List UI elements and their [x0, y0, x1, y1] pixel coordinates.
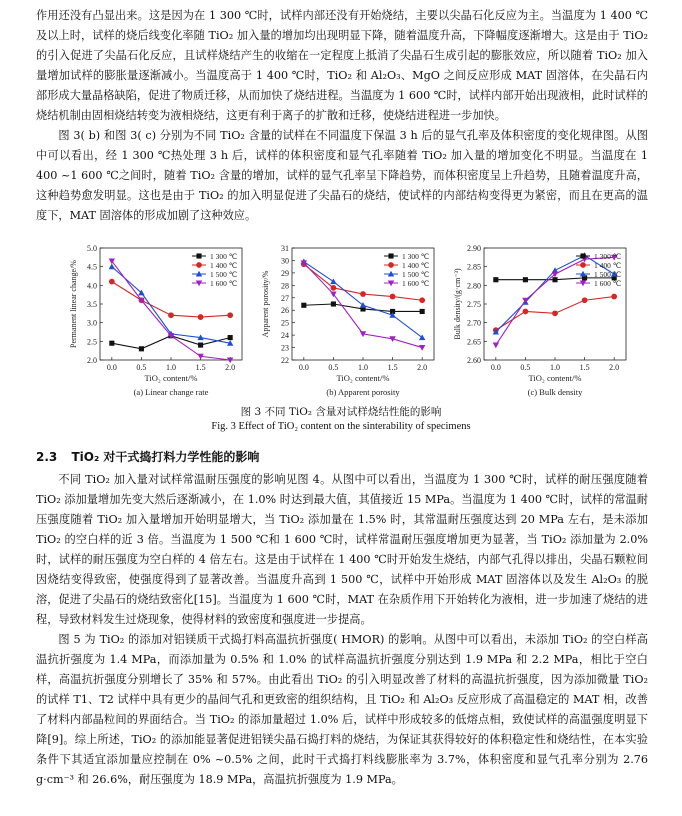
y-tick-label: 5.0 [87, 244, 97, 253]
data-point [301, 303, 306, 308]
data-point [109, 279, 115, 285]
x-tick-label: 1.5 [195, 363, 206, 372]
data-point [580, 262, 586, 268]
paragraph: 不同 TiO₂ 加入量对试样常温耐压强度的影响见图 4。从图中可以看出，当温度为 1 300 ℃时，试样的耐压强度随着 TiO₂ 添加量增加先变大然后逐渐减小，在 1.0% 时达到最大值，其值接近 15 MPa。当温度为 1 400 ℃时，试样的常温耐压强度随着 TiO₂ 加入量增加开始明显增大，当 TiO₂ 添加量在 1.5% 时，其常温耐压强度达到 20 MPa 左右，是未添加 TiO₂ 的空白样的近 3 倍。当温度为 1 500 ℃和 1 600 ℃时，试样常温耐压强度增加更为显著，当 TiO₂ 添加量为 2.0% 时，试样的耐压强度为空白样的 4 倍左右。这是由于试样在 1 400 ℃时开始发生烧结，内部气孔得以排出，尖晶石颗粒间因烧结变得致密，使强度得到了显著改善。当温度升高到 1 500 ℃，试样中开始形成 MAT 固溶体以及发生 Al₂O₃ 的脱溶，促进了尖晶石的烧结致密化[15]。当温度为 1 600 ℃时，MAT 在杂质作用下开始转化为液相，进一步加速了烧结的进程，导致材料发生过烧现象，使得材料的致密度和强度进一步提高。 [36, 473, 648, 626]
paragraph: 图 3( b) 和图 3( c) 分别为不同 TiO₂ 含量的试样在不同温度下保温 3 h 后的显气孔率及体积密度的变化规律图。从图中可以看出，经 1 300 ℃热处理 3 h 后，试样的体积密度和显气孔率随着 TiO₂ 加入量的增加变化不明显。当温度在 1 400 ~1 600 ℃之间时，随着 TiO₂ 含量的增加，试样的显气孔率呈下降趋势，而体积密度呈上升趋势，且随着温度升高，这种趋势愈发明显。这也是由于 TiO₂ 的加入明显促进了尖晶石的烧结，使试样的内部结构变得更为紧密，而且在更高的温度下，MAT 固溶体的形成加剧了这种效应。 [36, 129, 648, 222]
x-axis-label: TiO₂ content/% [144, 373, 198, 383]
legend-label: 1 400 ℃ [402, 261, 430, 270]
x-tick-label: 0.0 [106, 363, 117, 372]
chart-subcaption: (b) Apparent porosity [326, 387, 400, 397]
figure-3a [60, 240, 260, 400]
y-axis-label: Apparent porosity/% [261, 270, 270, 338]
x-tick-label: 0.0 [298, 363, 309, 372]
legend-label: 1 500 ℃ [594, 270, 622, 279]
data-point [168, 312, 174, 318]
legend-label: 1 400 ℃ [594, 261, 622, 270]
data-point [552, 277, 557, 282]
y-tick-label: 2.85 [467, 262, 481, 272]
x-tick-label: 0.5 [136, 363, 147, 372]
y-tick-label: 29 [281, 268, 289, 278]
chart-apparent-porosity [252, 240, 452, 400]
data-point [388, 253, 393, 258]
x-tick-label: 1.0 [166, 363, 176, 372]
data-point [523, 309, 529, 315]
y-axis-label: Permanent linear change/% [69, 260, 78, 348]
y-tick-label: 4.0 [87, 281, 97, 291]
x-axis-label: TiO₂ content/% [528, 373, 582, 383]
data-point [228, 335, 233, 340]
data-point [419, 345, 425, 351]
data-point [196, 253, 201, 258]
chart-linear-change [60, 240, 260, 400]
data-point [580, 253, 585, 258]
legend-label: 1 600 ℃ [402, 279, 430, 288]
data-point [388, 262, 394, 268]
legend-label: 1 500 ℃ [210, 270, 238, 279]
data-point [582, 297, 588, 303]
x-tick-label: 1.0 [550, 363, 560, 372]
legend-label: 1 600 ℃ [210, 279, 238, 288]
y-tick-label: 25 [281, 318, 289, 328]
x-tick-label: 0.5 [328, 363, 339, 372]
y-tick-label: 2.60 [467, 356, 481, 365]
data-point [419, 297, 425, 303]
y-tick-label: 30 [281, 256, 289, 266]
chart-bulk-density [444, 240, 644, 400]
legend-label: 1 400 ℃ [210, 261, 238, 270]
section-title: TiO₂ 对干式捣打料力学性能的影响 [71, 450, 260, 464]
y-tick-label: 23 [281, 343, 289, 353]
data-point [331, 285, 337, 291]
data-point [139, 346, 144, 351]
data-point [198, 343, 203, 348]
data-point [109, 341, 114, 346]
figure-3b [252, 240, 452, 400]
y-tick-label: 2.80 [467, 281, 481, 291]
y-tick-label: 27 [281, 293, 289, 303]
data-point [523, 277, 528, 282]
y-tick-label: 2.5 [87, 337, 97, 347]
x-tick-label: 2.0 [609, 363, 620, 372]
data-point [330, 278, 336, 284]
data-point [611, 294, 617, 300]
x-tick-label: 1.5 [579, 363, 590, 372]
y-tick-label: 3.5 [87, 300, 97, 309]
y-tick-label: 4.5 [87, 262, 97, 272]
figure-3c [444, 240, 644, 400]
y-tick-label: 31 [281, 244, 289, 253]
y-tick-label: 26 [281, 306, 289, 316]
y-tick-label: 2.0 [87, 356, 97, 365]
section-heading [36, 448, 259, 465]
data-point [522, 298, 528, 304]
legend-label: 1 500 ℃ [402, 270, 430, 279]
data-point [493, 343, 499, 349]
body-text-bottom [36, 470, 648, 790]
section-number: 2.3 [36, 450, 58, 464]
y-tick-label: 2.75 [467, 300, 481, 309]
x-tick-label: 2.0 [225, 363, 236, 372]
y-tick-label: 28 [281, 281, 289, 291]
x-tick-label: 0.5 [520, 363, 531, 372]
data-point [552, 310, 558, 316]
y-tick-label: 2.65 [467, 337, 481, 347]
y-tick-label: 2.90 [467, 244, 481, 253]
data-point [360, 291, 366, 297]
data-point [390, 294, 396, 300]
paragraph: 图 5 为 TiO₂ 的添加对铝镁质干式捣打料高温抗折强度( HMOR) 的影响。从图中可以看出，未添加 TiO₂ 的空白样高温抗折强度为 1.4 MPa，而添加量为 0.5% 和 1.0% 的试样高温抗折强度分别达到 1.9 MPa 和 2.2 MPa，相比于空白样，高温抗折强度分别增长了 35% 和 57%。由此看出 TiO₂ 的引入明显改善了材料的高温抗折强度，因为添加微量 TiO₂ 的试样 T1、T2 试样中具有更少的晶间气孔和更致密的组织结构，且 TiO₂ 和 Al₂O₃ 反应形成了高温稳定的 MAT 相，改善了材料内部晶粒间的界面结合。当 TiO₂ 的添加量超过 1.0% 后，试样中形成较多的低熔点相，致使试样的高温强度明显下降[9]。综上所述，TiO₂ 的添加能显著促进铝镁尖晶石捣打料的烧结，为保证其获得较好的体积稳定性和烧结性，在本实验条件下其适宜添加量应控制在 0% ~0.5% 之间，此时干式捣打料线膨胀率为 3.7%，体积密度和显气孔率分别为 2.76 g·cm⁻³ 和 26.6%，耐压强度为 18.9 MPa，高温抗折强度为 1.9 MPa。 [36, 633, 648, 786]
paragraph: 作用还没有凸显出来。这是因为在 1 300 ℃时，试样内部还没有开始烧结，主要以尖晶石化反应为主。当温度为 1 400 ℃及以上时，试样的烧后线变化率随 TiO₂ 加入量的增加均出现明显下降，随着温度升高，下降幅度逐渐增大。这是由于 TiO₂ 的引入促进了尖晶石化反应，且试样烧结产生的收缩在一定程度上抵消了尖晶石生成引起的膨胀效应，所以随着 TiO₂ 加入量增加试样的膨胀量逐渐减小。当温度高于 1 400 ℃时，TiO₂ 和 Al₂O₃、MgO 之间反应形成 MAT 固溶体，在尖晶石内部形成大量晶格缺陷，促进了物质迁移，从而加快了烧结进程。当温度为 1 600 ℃时，试样内部开始出现液相，此时试样的烧结机制由固相烧结转变为液相烧结，这更有利于离子的扩散和迁移，使烧结进程进一步加快。 [36, 9, 648, 122]
figure-caption-en: Fig. 3 Effect of TiO₂ content on the sinterability of specimens [211, 421, 471, 432]
legend-label: 1 600 ℃ [594, 279, 622, 288]
y-tick-label: 3.0 [87, 318, 97, 328]
body-text-top [36, 6, 648, 226]
figure-caption-cn: 图 3 不同 TiO₂ 含量对试样烧结性能的影响 [240, 406, 442, 418]
data-point [493, 277, 498, 282]
x-tick-label: 2.0 [417, 363, 428, 372]
data-point [420, 309, 425, 314]
data-point [198, 314, 204, 320]
chart-subcaption: (c) Bulk density [527, 387, 583, 397]
x-tick-label: 0.0 [490, 363, 501, 372]
y-axis-label: Bulk density/(g·cm⁻³) [453, 268, 462, 340]
y-tick-label: 2.70 [467, 318, 481, 328]
y-tick-label: 22 [281, 356, 289, 365]
x-tick-label: 1.0 [358, 363, 368, 372]
legend-label: 1 300 ℃ [402, 252, 430, 261]
y-tick-label: 24 [281, 331, 289, 341]
data-point [227, 312, 233, 318]
legend-label: 1 300 ℃ [210, 252, 238, 261]
data-point [196, 262, 202, 268]
x-axis-label: TiO₂ content/% [336, 373, 390, 383]
chart-subcaption: (a) Linear change rate [133, 387, 209, 397]
legend-label: 1 300 ℃ [594, 252, 622, 261]
data-point [331, 301, 336, 306]
x-tick-label: 1.5 [387, 363, 398, 372]
